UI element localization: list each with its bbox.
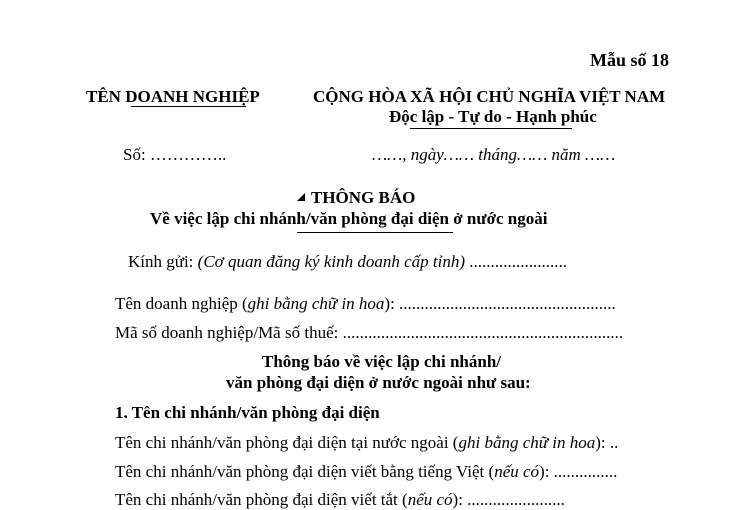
- foreign-name-label: Tên chi nhánh/văn phòng đại diện tại nước ngoài (: [115, 433, 459, 452]
- company-header-underline: [131, 106, 246, 107]
- notice-title-row: [297, 188, 415, 208]
- short-name-hint: nếu có: [407, 490, 453, 509]
- tax-code-field: Mã số doanh nghiệp/Mã số thuế: ..................................................................: [115, 323, 624, 342]
- foreign-name-hint: ghi bằng chữ in hoa: [458, 433, 596, 452]
- date-line: ……, ngày…… tháng…… năm ……: [372, 145, 616, 164]
- recipient-authority: (Cơ quan đăng ký kinh doanh cấp tỉnh): [197, 252, 466, 271]
- form-number: Mẫu số 18: [590, 50, 670, 70]
- subtitle-underline: [297, 232, 453, 233]
- foreign-name-field: [115, 433, 618, 453]
- company-name-label: Tên doanh nghiệp (: [115, 294, 248, 313]
- vietnamese-name-field: [115, 462, 617, 482]
- motto-underline: [410, 128, 572, 129]
- short-name-dots: ): .......................: [452, 490, 565, 509]
- company-name-header: TÊN DOANH NGHIỆP: [86, 87, 260, 106]
- company-name-dots: ): ...................................................: [384, 294, 616, 313]
- collapse-triangle-icon: [297, 193, 305, 201]
- company-name-field: [115, 294, 616, 314]
- short-name-field: [115, 490, 565, 510]
- republic-motto: Độc lập - Tự do - Hạnh phúc: [389, 107, 597, 126]
- notice-subtitle: Về việc lập chi nhánh/văn phòng đại diện ở nước ngoài: [150, 209, 548, 228]
- republic-title: CỘNG HÒA XÃ HỘI CHỦ NGHĨA VIỆT NAM: [313, 87, 666, 106]
- recipient-dots: .......................: [465, 252, 568, 271]
- recipient-line: [128, 252, 567, 272]
- recipient-label: Kính gửi:: [128, 252, 198, 271]
- section1-heading: 1. Tên chi nhánh/văn phòng đại diện: [115, 403, 380, 422]
- vietnamese-name-label: Tên chi nhánh/văn phòng đại diện viết bằng tiếng Việt (: [115, 462, 495, 481]
- doc-number: Số: …………..: [123, 145, 227, 164]
- company-name-hint: ghi bằng chữ in hoa: [247, 294, 385, 313]
- section-intro-line1: Thông báo về việc lập chi nhánh/: [262, 352, 502, 371]
- foreign-name-dots: ): ..: [595, 433, 619, 452]
- vietnamese-name-dots: ): ...............: [539, 462, 618, 481]
- section-intro-line2: văn phòng đại diện ở nước ngoài như sau:: [226, 373, 531, 392]
- short-name-label: Tên chi nhánh/văn phòng đại diện viết tắt (: [115, 490, 408, 509]
- notice-title: THÔNG BÁO: [311, 188, 416, 207]
- vietnamese-name-hint: nếu có: [494, 462, 540, 481]
